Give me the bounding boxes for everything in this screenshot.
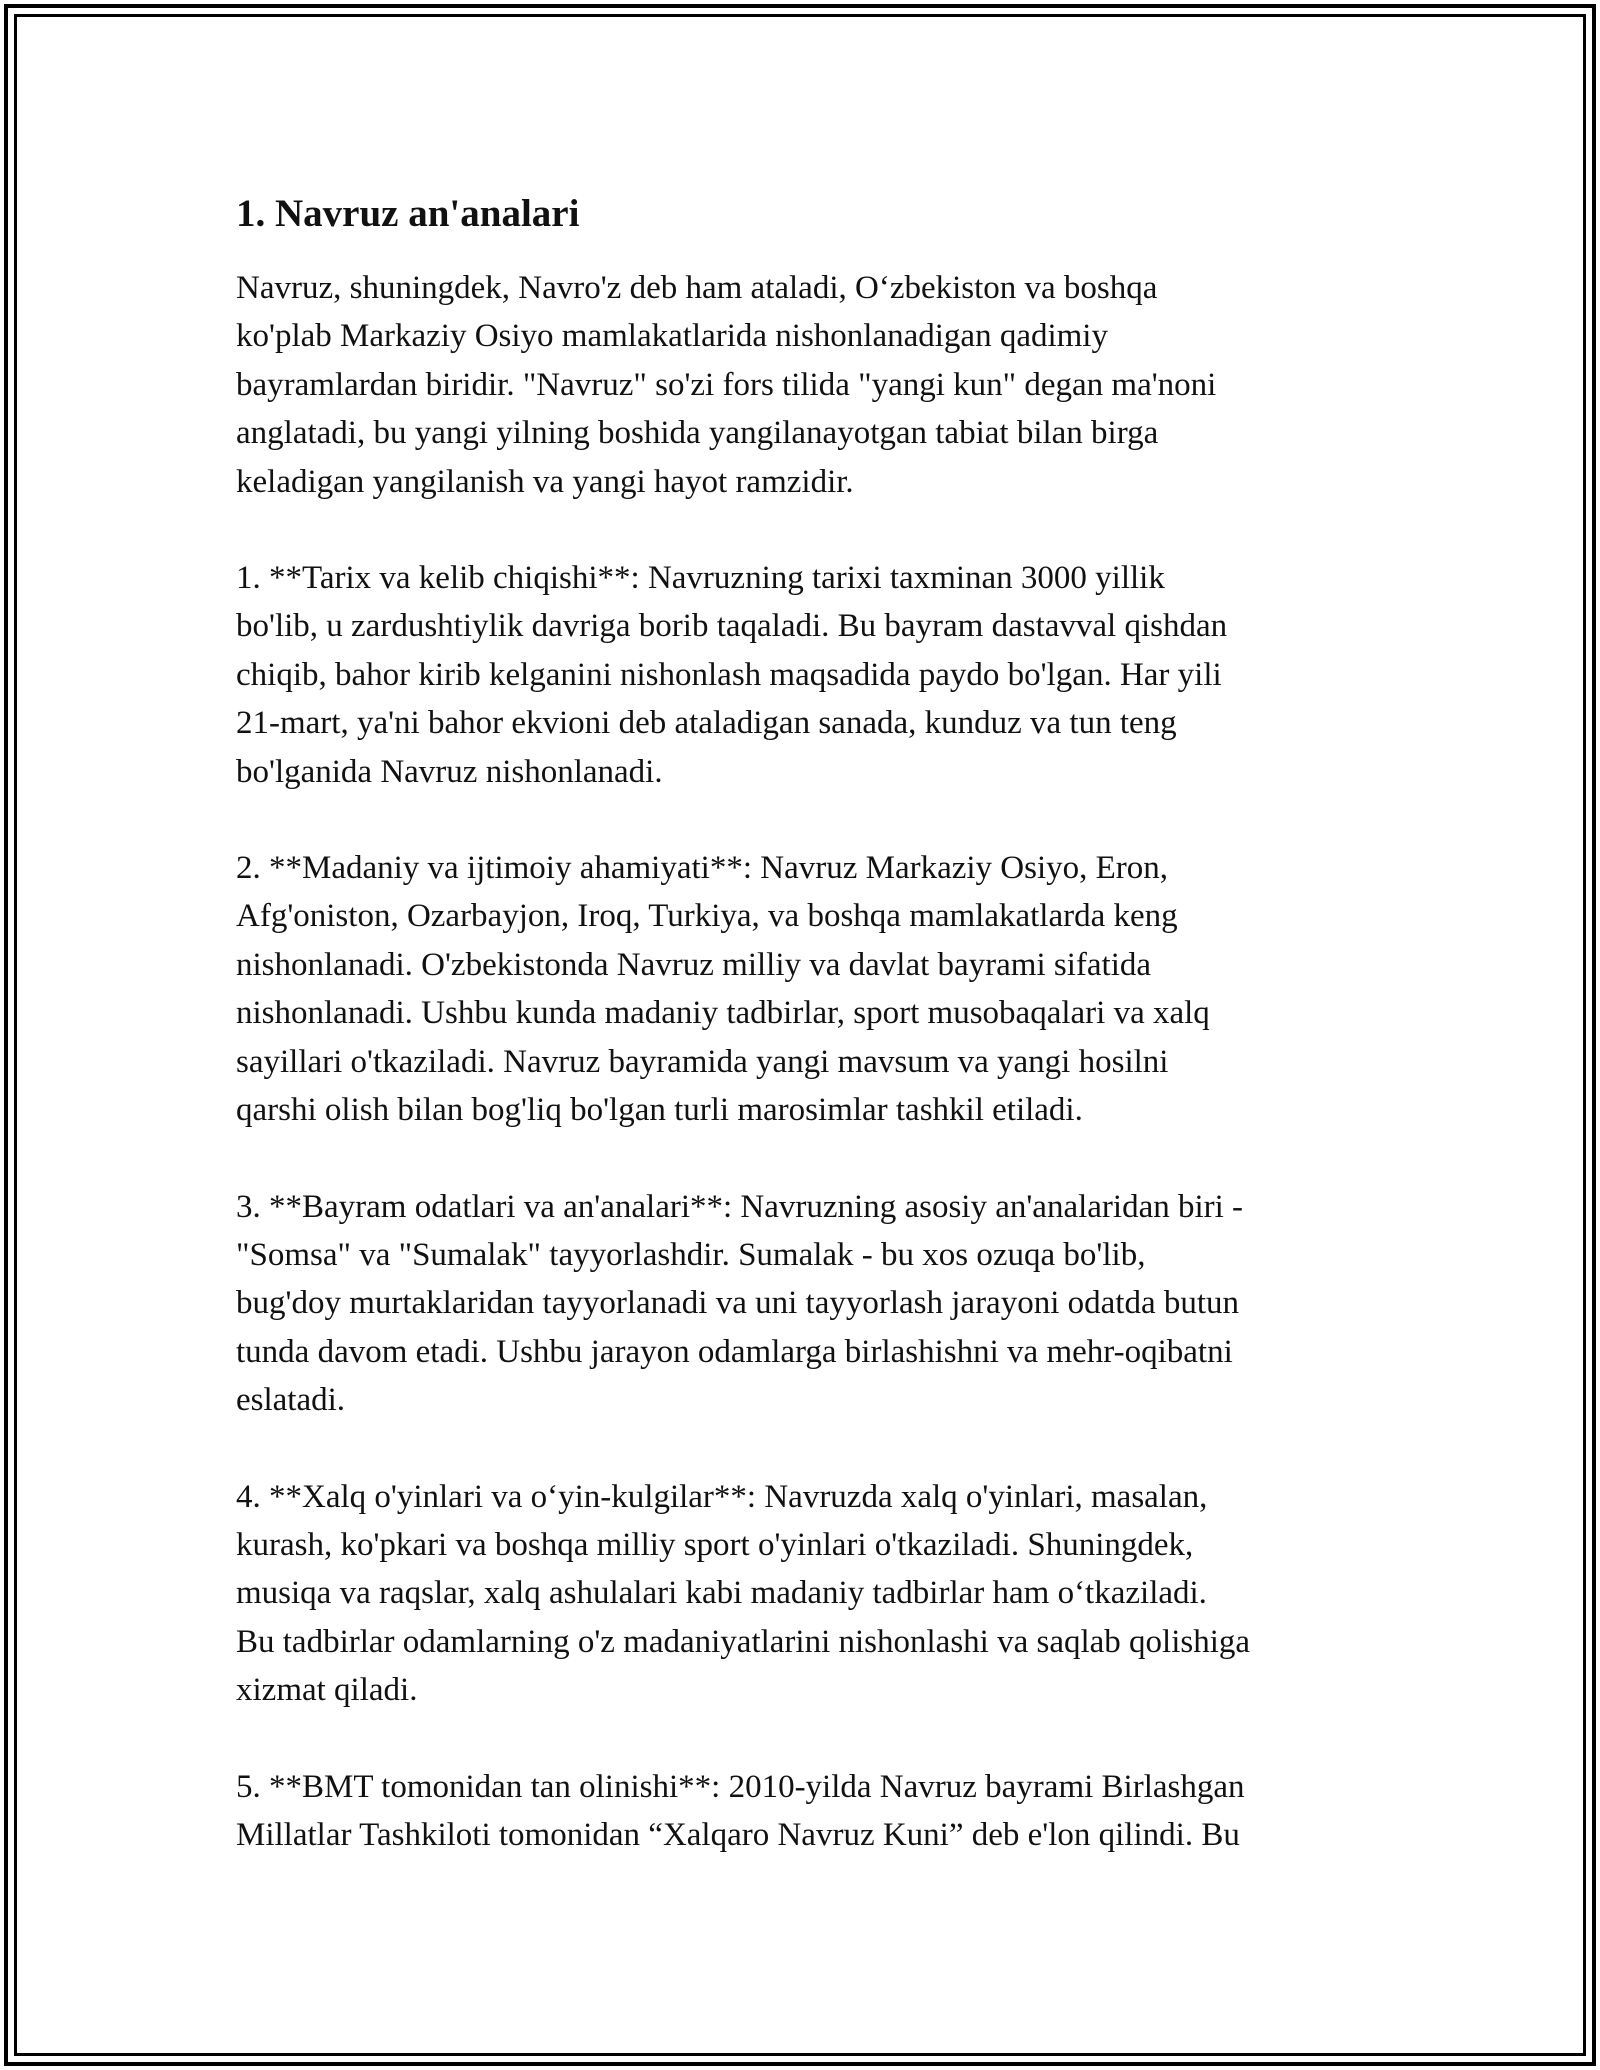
text-line: 4. **Xalq o'yinlari va o‘yin-kulgilar**: Navruzda xalq o'yinlari, masalan, bbox=[236, 1478, 1208, 1515]
text-line: Afg'oniston, Ozarbayjon, Iroq, Turkiya, va boshqa mamlakatlarda keng bbox=[236, 898, 1178, 935]
text-line: Bu tadbirlar odamlarning o'z madaniyatlarini nishonlashi va saqlab qolishiga bbox=[236, 1623, 1251, 1660]
text-line: "Somsa" va "Sumalak" tayyorlashdir. Sumalak - bu xos ozuqa bo'lib, bbox=[236, 1236, 1146, 1273]
text-line: tunda davom etadi. Ushbu jarayon odamlarga birlashishni va mehr-oqibatni bbox=[236, 1333, 1233, 1370]
text-line: bug'doy murtaklaridan tayyorlanadi va uni tayyorlash jarayoni odatda butun bbox=[236, 1285, 1240, 1322]
text-line: 1. **Tarix va kelib chiqishi**: Navruzning tarixi taxminan 3000 yillik bbox=[236, 560, 1165, 597]
text-line: bayramlardan biridir. "Navruz" so'zi fors tilida "yangi kun" degan ma'noni bbox=[236, 366, 1217, 403]
section-heading: 1. Navruz an'analari bbox=[236, 192, 580, 235]
un-recognition-paragraph bbox=[236, 1763, 1376, 1860]
folk-games-paragraph bbox=[236, 1473, 1376, 1715]
cultural-significance-paragraph bbox=[236, 844, 1376, 1134]
text-line: ko'plab Markaziy Osiyo mamlakatlarida nishonlanadigan qadimiy bbox=[236, 318, 1108, 355]
text-line: eslatadi. bbox=[236, 1382, 346, 1419]
text-line: nishonlanadi. O'zbekistonda Navruz milliy va davlat bayrami sifatida bbox=[236, 946, 1152, 983]
text-line: Navruz, shuningdek, Navro'z deb ham ataladi, O‘zbekiston va boshqa bbox=[236, 270, 1158, 306]
text-line: xizmat qiladi. bbox=[236, 1672, 418, 1709]
text-line: sayillari o'tkaziladi. Navruz bayramida yangi mavsum va yangi hosilni bbox=[236, 1043, 1169, 1080]
text-line: 5. **BMT tomonidan tan olinishi**: 2010-yilda Navruz bayrami Birlashgan bbox=[236, 1768, 1245, 1805]
text-line: nishonlanadi. Ushbu kunda madaniy tadbirlar, sport musobaqalari va xalq bbox=[236, 995, 1210, 1032]
text-line: Millatlar Tashkiloti tomonidan “Xalqaro Navruz Kuni” deb e'lon qilindi. Bu bbox=[236, 1816, 1240, 1853]
text-line: bo'lganida Navruz nishonlanadi. bbox=[236, 753, 663, 790]
text-line: keladigan yangilanish va yangi hayot ramzidir. bbox=[236, 463, 854, 500]
text-line: anglatadi, bu yangi yilning boshida yangilanayotgan tabiat bilan birga bbox=[236, 415, 1159, 452]
text-line: 21-mart, ya'ni bahor ekvioni deb ataladigan sanada, kunduz va tun teng bbox=[236, 705, 1177, 742]
text-line: chiqib, bahor kirib kelganini nishonlash maqsadida paydo bo'lgan. Har yili bbox=[236, 656, 1222, 693]
text-line: 2. **Madaniy va ijtimoiy ahamiyati**: Navruz Markaziy Osiyo, Eron, bbox=[236, 850, 1169, 887]
history-paragraph bbox=[236, 554, 1376, 796]
document-body bbox=[236, 186, 1376, 1907]
text-line: 3. **Bayram odatlari va an'analari**: Navruzning asosiy an'analaridan biri - bbox=[236, 1188, 1244, 1225]
text-line: musiqa va raqslar, xalq ashulalari kabi madaniy tadbirlar ham o‘tkaziladi. bbox=[236, 1575, 1207, 1612]
text-line: qarshi olish bilan bog'liq bo'lgan turli marosimlar tashkil etiladi. bbox=[236, 1092, 1083, 1129]
text-line: bo'lib, u zardushtiylik davriga borib taqaladi. Bu bayram dastavval qishdan bbox=[236, 608, 1228, 645]
intro-paragraph bbox=[236, 264, 1376, 506]
text-line: kurash, ko'pkari va boshqa milliy sport o'yinlari o'tkaziladi. Shuningdek, bbox=[236, 1526, 1194, 1563]
traditions-paragraph bbox=[236, 1183, 1376, 1425]
